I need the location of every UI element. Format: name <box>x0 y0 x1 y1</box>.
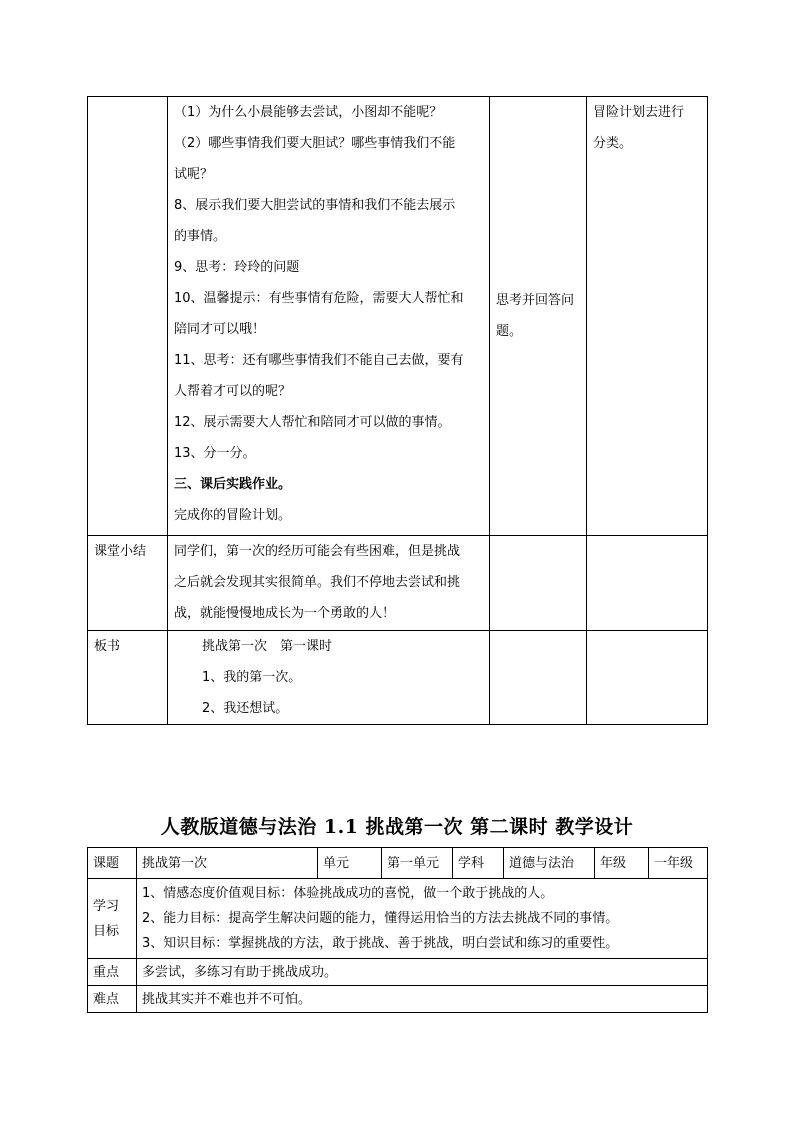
process-line: 12、展示需要大人帮忙和陪同才可以做的事情。 <box>174 415 451 430</box>
info-row <box>88 848 708 879</box>
topic-label: 课题 <box>88 848 137 879</box>
grade-label: 年级 <box>595 848 649 879</box>
process-row <box>88 97 708 536</box>
empty-cell <box>587 536 708 631</box>
empty-cell <box>490 536 587 631</box>
board-line: 2、我还想试。 <box>202 701 289 716</box>
teacher-activity-cell <box>168 97 490 536</box>
lesson-info-table <box>87 847 708 1013</box>
summary-row <box>88 536 708 631</box>
board-line: 挑战第一次 第一课时 <box>202 639 333 654</box>
summary-line: 同学们，第一次的经历可能会有些困难，但是挑战 <box>174 544 461 559</box>
difficult-point-row <box>88 986 708 1013</box>
design-line: 冒险计划去进行 <box>593 105 685 120</box>
design-line: 分类。 <box>593 136 633 151</box>
board-line: 1、我的第一次。 <box>202 670 302 685</box>
key-point-row <box>88 959 708 986</box>
board-row <box>88 631 708 725</box>
process-line: 9、思考：玲玲的问题 <box>174 260 300 275</box>
summary-line: 战，就能慢慢地成长为一个勇敢的人！ <box>174 606 396 621</box>
student-line: 题。 <box>496 324 523 339</box>
design-intent-cell <box>587 97 708 536</box>
summary-label: 课堂小结 <box>88 536 168 631</box>
homework-heading: 三、课后实践作业。 <box>174 477 292 492</box>
document-title: 人教版道德与法治 1.1 挑战第一次 第二课时 教学设计 <box>160 816 634 838</box>
empty-label-cell <box>88 97 168 536</box>
goals-cell <box>137 879 708 959</box>
unit-label: 单元 <box>318 848 382 879</box>
key-point-value: 多尝试，多练习有助于挑战成功。 <box>137 959 708 986</box>
process-line: 试呢？ <box>174 167 214 182</box>
process-line: 10、温馨提示：有些事情有危险，需要大人帮忙和 <box>174 291 464 306</box>
summary-line: 之后就会发现其实很简单。我们不停地去尝试和挑 <box>174 575 461 590</box>
lesson-process-table <box>87 96 708 725</box>
goals-label <box>88 879 137 959</box>
difficult-point-label: 难点 <box>88 986 137 1013</box>
process-line: 人帮着才可以的呢？ <box>174 384 292 399</box>
empty-cell <box>587 631 708 725</box>
key-point-label: 重点 <box>88 959 137 986</box>
goals-label-line: 目标 <box>93 923 120 939</box>
student-activity-cell <box>490 97 587 536</box>
difficult-point-value: 挑战其实并不难也并不可怕。 <box>137 986 708 1013</box>
goals-row <box>88 879 708 959</box>
goal-line: 1、情感态度价值观目标：体验挑战成功的喜悦，做一个敢于挑战的人。 <box>142 886 554 901</box>
student-line: 思考并回答问 <box>496 293 575 308</box>
topic-value: 挑战第一次 <box>137 848 318 879</box>
unit-value: 第一单元 <box>382 848 453 879</box>
process-line: 的事情。 <box>174 229 227 244</box>
process-line: 8、展示我们要大胆尝试的事情和我们不能去展示 <box>174 198 456 213</box>
goal-line: 2、能力目标：提高学生解决问题的能力，懂得运用恰当的方法去挑战不同的事情。 <box>142 911 619 926</box>
grade-value: 一年级 <box>649 848 708 879</box>
subject-label: 学科 <box>453 848 504 879</box>
process-line: 13、分一分。 <box>174 446 256 461</box>
process-line: 完成你的冒险计划。 <box>174 508 292 523</box>
empty-cell <box>490 631 587 725</box>
summary-text-cell <box>168 536 490 631</box>
process-line: 陪同才可以哦！ <box>174 322 266 337</box>
goals-label-line: 学习 <box>93 898 120 914</box>
process-line: （2）哪些事情我们要大胆试？哪些事情我们不能 <box>174 136 456 151</box>
goal-line: 3、知识目标：掌握挑战的方法，敢于挑战、善于挑战，明白尝试和练习的重要性。 <box>142 936 619 951</box>
board-text-cell <box>168 631 490 725</box>
process-line: （1）为什么小晨能够去尝试，小图却不能呢？ <box>174 105 443 120</box>
board-label: 板书 <box>88 631 168 725</box>
process-line: 11、思考：还有哪些事情我们不能自己去做，要有 <box>174 353 464 368</box>
subject-value: 道德与法治 <box>504 848 595 879</box>
